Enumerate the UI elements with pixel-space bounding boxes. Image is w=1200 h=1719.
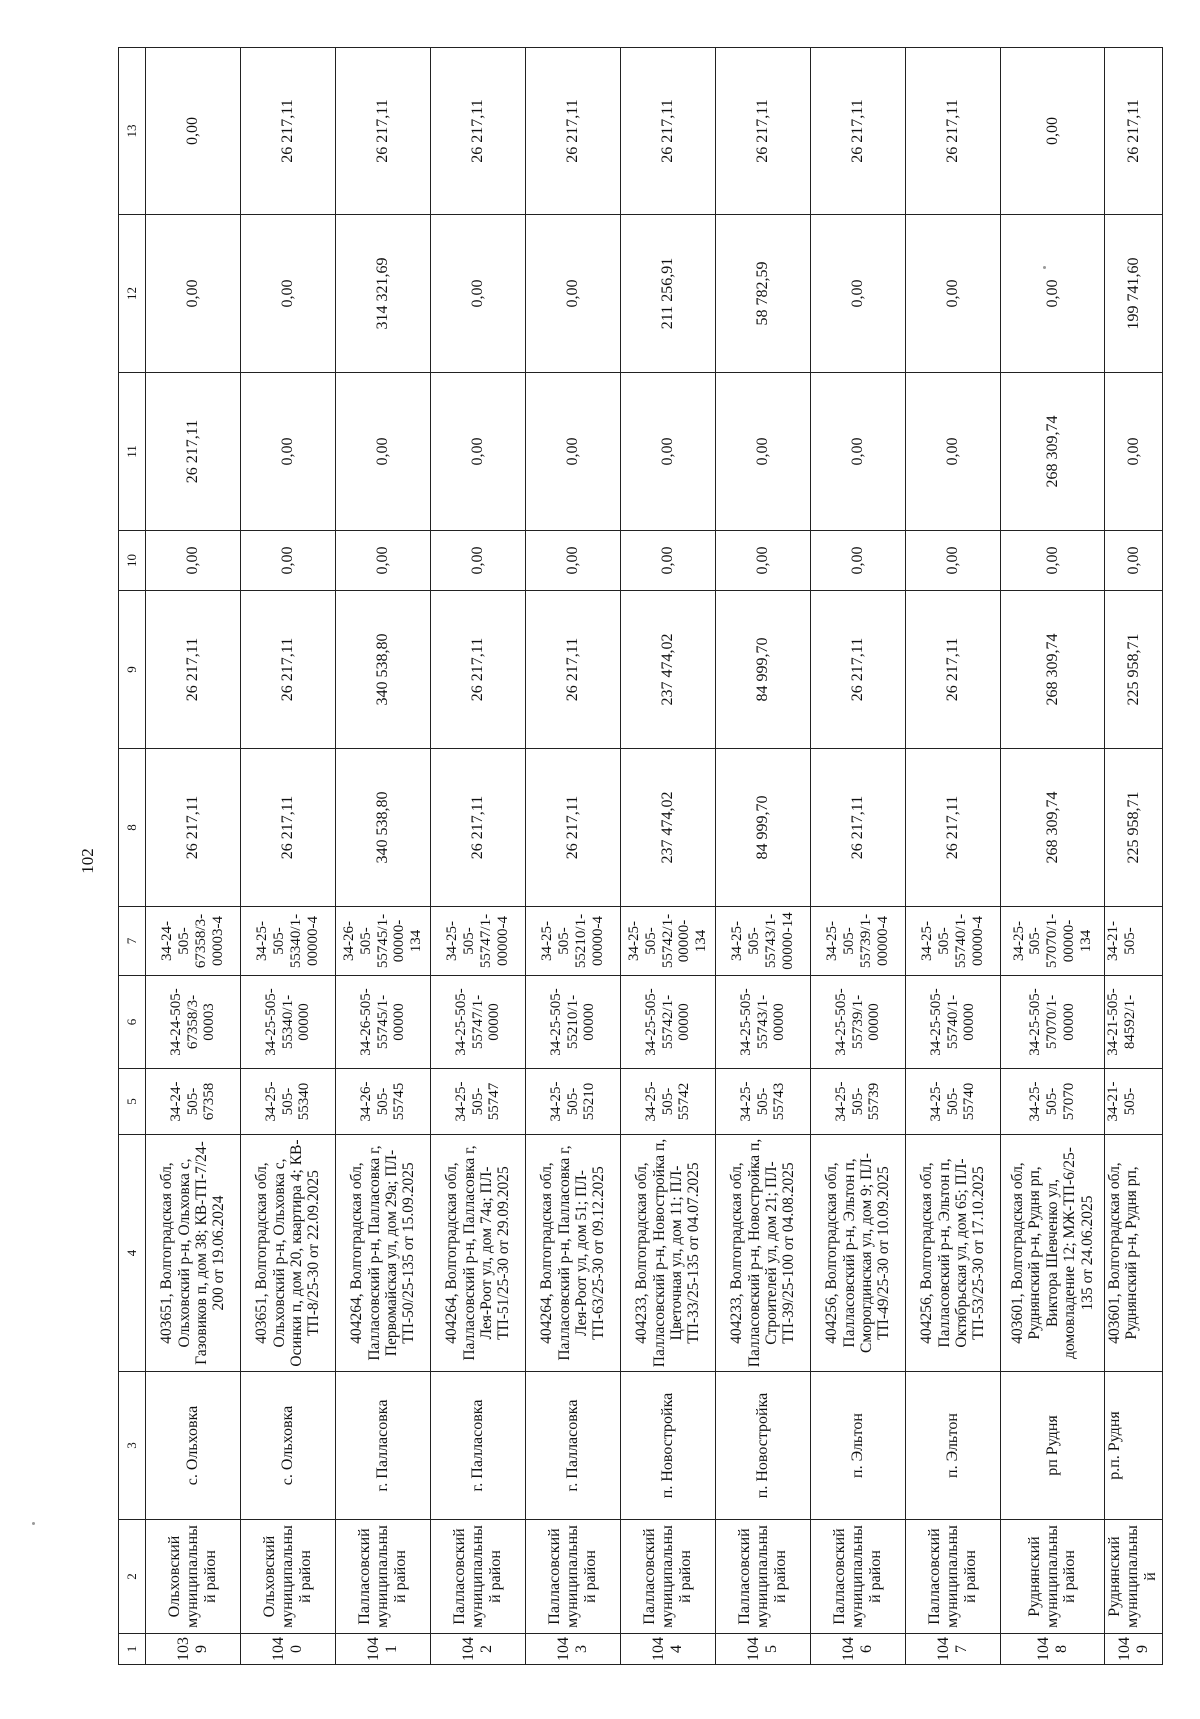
object-code: 34-25-505-55743 bbox=[716, 1069, 811, 1135]
column-number: 8 bbox=[119, 749, 146, 907]
district-name: Ольховский муниципальный район bbox=[146, 1520, 241, 1634]
amount-col-12: 211 256,91 bbox=[621, 215, 716, 373]
amount-col-12: 0,00 bbox=[906, 215, 1001, 373]
amount-col-13: 0,00 bbox=[1001, 48, 1105, 215]
object-full-code: 34-25-505-55210/1-00000-4 bbox=[526, 907, 621, 976]
amount-col-12: 314 321,69 bbox=[336, 215, 431, 373]
locality-name: г. Палласовка bbox=[526, 1372, 621, 1520]
locality-name: рп Рудня bbox=[1001, 1372, 1105, 1520]
amount-col-12: 0,00 bbox=[241, 215, 336, 373]
amount-col-13: 26 217,11 bbox=[716, 48, 811, 215]
amount-col-11: 0,00 bbox=[526, 373, 621, 531]
amount-col-9: 26 217,11 bbox=[811, 591, 906, 749]
column-number: 6 bbox=[119, 976, 146, 1069]
amount-col-11: 268 309,74 bbox=[1001, 373, 1105, 531]
row-number: 1044 bbox=[621, 1634, 716, 1665]
district-name: Палласовский муниципальный район bbox=[811, 1520, 906, 1634]
amount-col-8: 26 217,11 bbox=[146, 749, 241, 907]
object-subcode: 34-25-505-55210/1-00000 bbox=[526, 976, 621, 1069]
object-code: 34-25-505-55740 bbox=[906, 1069, 1001, 1135]
amount-col-13: 26 217,11 bbox=[526, 48, 621, 215]
amount-col-11: 0,00 bbox=[1105, 373, 1163, 531]
amount-col-8: 237 474,02 bbox=[621, 749, 716, 907]
connection-address: 404264, Волгоградская обл, Палласовский р-н, Палласовка г, Лея-Роот ул, дом 51; ПЛ-ТП-63/25-30 от 09.12.2025 bbox=[526, 1135, 621, 1372]
amount-col-11: 0,00 bbox=[811, 373, 906, 531]
amount-col-10: 0,00 bbox=[526, 531, 621, 591]
connection-address: 404233, Волгоградская обл, Палласовский р-н, Новостройка п, Цветочная ул, дом 11; ПЛ-ТП-33/25-135 от 04.07.2025 bbox=[621, 1135, 716, 1372]
object-code: 34-25-505-55742 bbox=[621, 1069, 716, 1135]
table-row bbox=[1105, 48, 1163, 1665]
object-subcode: 34-24-505-67358/3-00003 bbox=[146, 976, 241, 1069]
amount-col-8: 268 309,74 bbox=[1001, 749, 1105, 907]
object-code: 34-25-505-55747 bbox=[431, 1069, 526, 1135]
amount-col-8: 26 217,11 bbox=[431, 749, 526, 907]
amount-col-9: 26 217,11 bbox=[526, 591, 621, 749]
object-subcode: 34-21-505-84592/1- bbox=[1105, 976, 1163, 1069]
locality-name: с. Ольховка bbox=[241, 1372, 336, 1520]
object-code: 34-25-505-55210 bbox=[526, 1069, 621, 1135]
connection-address: 403601, Волгоградская обл, Руднянский р-н, Рудня рп, Виктора Шевченко ул, домовладение 12; МЖ-ТП-6/25-135 от 24.06.2025 bbox=[1001, 1135, 1105, 1372]
connection-address: 404256, Волгоградская обл, Палласовский р-н, Эльтон п, Сморогдинская ул, дом 9; ПЛ-ТП-49/25-30 от 10.09.2025 bbox=[811, 1135, 906, 1372]
amount-col-12: 0,00 bbox=[1001, 215, 1105, 373]
object-code: 34-25-505-57070 bbox=[1001, 1069, 1105, 1135]
row-number: 1041 bbox=[336, 1634, 431, 1665]
object-full-code: 34-24-505-67358/3-00003-4 bbox=[146, 907, 241, 976]
column-number: 1 bbox=[119, 1634, 146, 1665]
amount-col-9: 225 958,71 bbox=[1105, 591, 1163, 749]
column-number: 4 bbox=[119, 1135, 146, 1372]
object-full-code: 34-25-505-55739/1-00000-4 bbox=[811, 907, 906, 976]
amount-col-10: 0,00 bbox=[241, 531, 336, 591]
district-name: Руднянский муниципальный район bbox=[1001, 1520, 1105, 1634]
row-number: 1046 bbox=[811, 1634, 906, 1665]
table-row bbox=[431, 48, 526, 1665]
amount-col-13: 26 217,11 bbox=[431, 48, 526, 215]
amount-col-9: 84 999,70 bbox=[716, 591, 811, 749]
object-code: 34-25-505-55340 bbox=[241, 1069, 336, 1135]
table-row bbox=[621, 48, 716, 1665]
amount-col-11: 0,00 bbox=[241, 373, 336, 531]
object-full-code: 34-25-505-57070/1-00000-134 bbox=[1001, 907, 1105, 976]
object-subcode: 34-25-505-55740/1-00000 bbox=[906, 976, 1001, 1069]
column-number: 7 bbox=[119, 907, 146, 976]
connection-address: 403651, Волгоградская обл, Ольховский р-н, Ольховка с, Осинки п, дом 20, квартира 4; КВ-ТП-8/25-30 от 22.09.2025 bbox=[241, 1135, 336, 1372]
amount-col-9: 26 217,11 bbox=[906, 591, 1001, 749]
amount-col-8: 225 958,71 bbox=[1105, 749, 1163, 907]
amount-col-9: 26 217,11 bbox=[241, 591, 336, 749]
object-full-code: 34-25-505-55340/1-00000-4 bbox=[241, 907, 336, 976]
amount-col-10: 0,00 bbox=[431, 531, 526, 591]
object-subcode: 34-25-505-55340/1-00000 bbox=[241, 976, 336, 1069]
object-subcode: 34-25-505-55742/1-00000 bbox=[621, 976, 716, 1069]
locality-name: р.п. Рудня bbox=[1105, 1372, 1163, 1520]
amount-col-8: 26 217,11 bbox=[526, 749, 621, 907]
row-number: 1048 bbox=[1001, 1634, 1105, 1665]
amount-col-10: 0,00 bbox=[906, 531, 1001, 591]
column-number: 13 bbox=[119, 48, 146, 215]
object-full-code: 34-26-505-55745/1-00000-134 bbox=[336, 907, 431, 976]
row-number: 1047 bbox=[906, 1634, 1001, 1665]
district-name: Палласовский муниципальный район bbox=[336, 1520, 431, 1634]
object-full-code: 34-21-505- bbox=[1105, 907, 1163, 976]
object-full-code: 34-25-505-55742/1-00000-134 bbox=[621, 907, 716, 976]
column-number-row bbox=[119, 48, 146, 1665]
object-subcode: 34-26-505-55745/1-00000 bbox=[336, 976, 431, 1069]
connection-address: 404264, Волгоградская обл, Палласовский р-н, Палласовка г, Первомайская ул, дом 29а; ПЛ-ТП-50/25-135 от 15.09.2025 bbox=[336, 1135, 431, 1372]
amount-col-10: 0,00 bbox=[621, 531, 716, 591]
object-subcode: 34-25-505-55743/1-00000 bbox=[716, 976, 811, 1069]
amount-col-8: 26 217,11 bbox=[241, 749, 336, 907]
object-subcode: 34-25-505-57070/1-00000 bbox=[1001, 976, 1105, 1069]
table-row bbox=[146, 48, 241, 1665]
locality-name: п. Эльтон bbox=[811, 1372, 906, 1520]
amount-col-13: 26 217,11 bbox=[906, 48, 1001, 215]
amount-col-11: 0,00 bbox=[906, 373, 1001, 531]
column-number: 2 bbox=[119, 1520, 146, 1634]
object-full-code: 34-25-505-55740/1-00000-4 bbox=[906, 907, 1001, 976]
scan-speck bbox=[32, 1522, 35, 1525]
amount-col-13: 26 217,11 bbox=[241, 48, 336, 215]
row-number: 1040 bbox=[241, 1634, 336, 1665]
amount-col-11: 26 217,11 bbox=[146, 373, 241, 531]
district-name: Палласовский муниципальный район bbox=[526, 1520, 621, 1634]
table-row bbox=[716, 48, 811, 1665]
amount-col-9: 340 538,80 bbox=[336, 591, 431, 749]
connection-address: 403601, Волгоградская обл, Руднянский р-н, Рудня рп, bbox=[1105, 1135, 1163, 1372]
row-number: 1049 bbox=[1105, 1634, 1163, 1665]
column-number: 10 bbox=[119, 531, 146, 591]
locality-name: с. Ольховка bbox=[146, 1372, 241, 1520]
amount-col-10: 0,00 bbox=[146, 531, 241, 591]
connection-address: 403651, Волгоградская обл, Ольховский р-н, Ольховка с, Газовиков п, дом 38; КВ-ТП-7/24-200 от 19.06.2024 bbox=[146, 1135, 241, 1372]
row-number: 1039 bbox=[146, 1634, 241, 1665]
amount-col-12: 0,00 bbox=[526, 215, 621, 373]
amount-col-10: 0,00 bbox=[1105, 531, 1163, 591]
page-number: 102 bbox=[78, 848, 97, 874]
amount-col-8: 340 538,80 bbox=[336, 749, 431, 907]
amount-col-12: 58 782,59 bbox=[716, 215, 811, 373]
object-full-code: 34-25-505-55747/1-00000-4 bbox=[431, 907, 526, 976]
amount-col-8: 26 217,11 bbox=[811, 749, 906, 907]
district-name: Руднянский муниципальный bbox=[1105, 1520, 1163, 1634]
amount-col-10: 0,00 bbox=[811, 531, 906, 591]
amount-col-13: 26 217,11 bbox=[1105, 48, 1163, 215]
column-number: 3 bbox=[119, 1372, 146, 1520]
amount-col-8: 84 999,70 bbox=[716, 749, 811, 907]
connection-address: 404264, Волгоградская обл, Палласовский р-н, Палласовка г, Лея-Роот ул, дом 74а; ПЛ-ТП-51/25-30 от 29.09.2025 bbox=[431, 1135, 526, 1372]
row-number: 1043 bbox=[526, 1634, 621, 1665]
amount-col-13: 0,00 bbox=[146, 48, 241, 215]
amount-col-10: 0,00 bbox=[1001, 531, 1105, 591]
amount-col-12: 199 741,60 bbox=[1105, 215, 1163, 373]
row-number: 1042 bbox=[431, 1634, 526, 1665]
amount-col-10: 0,00 bbox=[716, 531, 811, 591]
table-row bbox=[336, 48, 431, 1665]
amount-col-13: 26 217,11 bbox=[621, 48, 716, 215]
district-name: Палласовский муниципальный район bbox=[906, 1520, 1001, 1634]
column-number: 11 bbox=[119, 373, 146, 531]
amount-col-12: 0,00 bbox=[146, 215, 241, 373]
register-table-frame bbox=[118, 48, 1159, 1665]
table-row bbox=[811, 48, 906, 1665]
amount-col-11: 0,00 bbox=[716, 373, 811, 531]
object-subcode: 34-25-505-55747/1-00000 bbox=[431, 976, 526, 1069]
register-table bbox=[118, 47, 1163, 1665]
column-number: 9 bbox=[119, 591, 146, 749]
object-code: 34-21-505- bbox=[1105, 1069, 1163, 1135]
connection-address: 404256, Волгоградская обл, Палласовский р-н, Эльтон п, Октябрьская ул, дом 65; ПЛ-ТП-53/25-30 от 17.10.2025 bbox=[906, 1135, 1001, 1372]
locality-name: п. Новостройка bbox=[716, 1372, 811, 1520]
amount-col-9: 26 217,11 bbox=[431, 591, 526, 749]
amount-col-11: 0,00 bbox=[431, 373, 526, 531]
connection-address: 404233, Волгоградская обл, Палласовский р-н, Новостройка п, Строителей ул, дом 21; ПЛ-ТП-39/25-100 от 04.08.2025 bbox=[716, 1135, 811, 1372]
amount-col-12: 0,00 bbox=[431, 215, 526, 373]
district-name: Палласовский муниципальный район bbox=[621, 1520, 716, 1634]
table-row bbox=[526, 48, 621, 1665]
locality-name: г. Палласовка bbox=[431, 1372, 526, 1520]
object-code: 34-24-505-67358 bbox=[146, 1069, 241, 1135]
amount-col-9: 26 217,11 bbox=[146, 591, 241, 749]
amount-col-9: 268 309,74 bbox=[1001, 591, 1105, 749]
amount-col-11: 0,00 bbox=[621, 373, 716, 531]
amount-col-13: 26 217,11 bbox=[336, 48, 431, 215]
amount-col-9: 237 474,02 bbox=[621, 591, 716, 749]
object-full-code: 34-25-505-55743/1-00000-14 bbox=[716, 907, 811, 976]
locality-name: п. Эльтон bbox=[906, 1372, 1001, 1520]
locality-name: п. Новостройка bbox=[621, 1372, 716, 1520]
column-number: 12 bbox=[119, 215, 146, 373]
table-row bbox=[906, 48, 1001, 1665]
district-name: Палласовский муниципальный район bbox=[716, 1520, 811, 1634]
row-number: 1045 bbox=[716, 1634, 811, 1665]
locality-name: г. Палласовка bbox=[336, 1372, 431, 1520]
object-code: 34-25-505-55739 bbox=[811, 1069, 906, 1135]
object-code: 34-26-505-55745 bbox=[336, 1069, 431, 1135]
object-subcode: 34-25-505-55739/1-00000 bbox=[811, 976, 906, 1069]
amount-col-10: 0,00 bbox=[336, 531, 431, 591]
amount-col-13: 26 217,11 bbox=[811, 48, 906, 215]
amount-col-8: 26 217,11 bbox=[906, 749, 1001, 907]
district-name: Ольховский муниципальный район bbox=[241, 1520, 336, 1634]
amount-col-12: 0,00 bbox=[811, 215, 906, 373]
district-name: Палласовский муниципальный район bbox=[431, 1520, 526, 1634]
table-row bbox=[1001, 48, 1105, 1665]
amount-col-11: 0,00 bbox=[336, 373, 431, 531]
table-row bbox=[241, 48, 336, 1665]
column-number: 5 bbox=[119, 1069, 146, 1135]
